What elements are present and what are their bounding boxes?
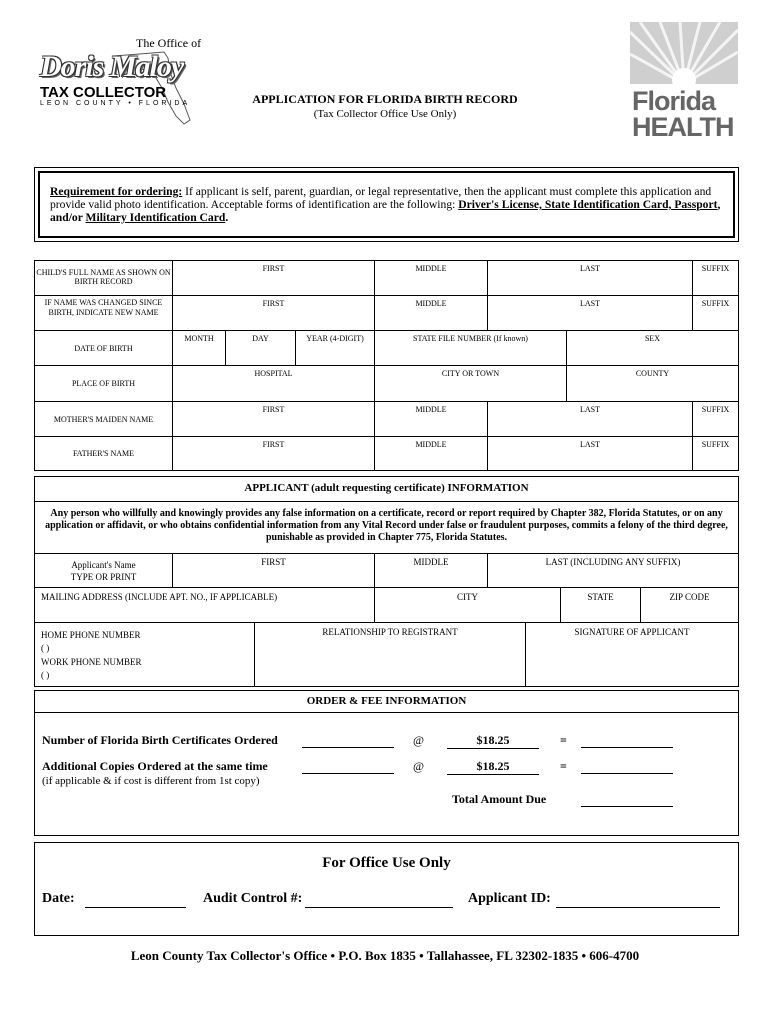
new-last-label: LAST bbox=[580, 299, 600, 308]
new-first-field[interactable] bbox=[173, 296, 375, 331]
applicant-id-field[interactable] bbox=[556, 907, 720, 908]
logo-health-text: HEALTH bbox=[632, 112, 734, 142]
child-middle-field[interactable] bbox=[375, 261, 488, 296]
new-middle-field[interactable] bbox=[375, 296, 488, 331]
new-suffix-field[interactable] bbox=[693, 296, 738, 331]
dob-month-label: MONTH bbox=[184, 334, 214, 343]
dob-day-field[interactable] bbox=[226, 331, 296, 366]
applicant-state-label: STATE bbox=[587, 592, 614, 602]
applicant-zip-label: ZIP CODE bbox=[669, 592, 710, 602]
relationship-field[interactable] bbox=[255, 623, 526, 686]
new-last-field[interactable] bbox=[488, 296, 693, 331]
id-types-2: Military Identification Card bbox=[85, 211, 226, 224]
certificates-ordered-label: Number of Florida Birth Certificates Ordered bbox=[42, 733, 278, 747]
mother-middle-field[interactable] bbox=[375, 402, 488, 437]
father-middle-field[interactable] bbox=[375, 437, 488, 470]
dob-year-field[interactable] bbox=[296, 331, 375, 366]
footer-address: Leon County Tax Collector's Office • P.O. Box 1835 • Tallahassee, FL 32302-1835 • 606-4700 bbox=[130, 948, 640, 963]
applicant-table bbox=[34, 476, 739, 687]
name-changed-label: IF NAME WAS CHANGED SINCE BIRTH, INDICATE NEW NAME bbox=[44, 298, 163, 317]
child-first-label: FIRST bbox=[262, 264, 285, 273]
child-suffix-label: SUFFIX bbox=[701, 264, 730, 273]
father-middle-label: MIDDLE bbox=[415, 440, 447, 449]
price-1: $18.25 bbox=[447, 733, 539, 749]
mother-last-label: LAST bbox=[580, 405, 600, 414]
applicant-city-label: CITY bbox=[457, 592, 478, 602]
requirement-box bbox=[34, 167, 739, 242]
county-label: COUNTY bbox=[635, 369, 670, 378]
dob-day-label: DAY bbox=[252, 334, 269, 343]
signature-label: SIGNATURE OF APPLICANT bbox=[574, 627, 690, 637]
dob-month-field[interactable] bbox=[173, 331, 226, 366]
id-separator: , and/or bbox=[50, 198, 721, 224]
additional-copies-note: (if applicable & if cost is different from 1st copy) bbox=[42, 775, 260, 787]
mother-first-field[interactable] bbox=[173, 402, 375, 437]
sunburst-icon bbox=[630, 22, 738, 92]
additional-qty-field[interactable] bbox=[302, 773, 394, 774]
requirement-label: Requirement for ordering: bbox=[50, 185, 183, 198]
mother-middle-label: MIDDLE bbox=[415, 405, 447, 414]
pob-label: PLACE OF BIRTH bbox=[71, 379, 136, 388]
applicant-state-field[interactable] bbox=[561, 588, 641, 623]
logo-name-text: Doris Maloy bbox=[40, 50, 184, 83]
sex-label: SEX bbox=[644, 334, 661, 343]
audit-control-field[interactable] bbox=[305, 907, 453, 908]
father-label-cell bbox=[35, 437, 173, 470]
state-file-label: STATE FILE NUMBER (If known) bbox=[413, 334, 528, 343]
child-name-label-cell bbox=[35, 261, 173, 296]
requirement-body: If applicant is self, parent, guardian, or legal representative, then the applicant must complete this application and provide valid photo identification. Acceptable forms of identification are the following: bbox=[50, 185, 712, 211]
child-last-label: LAST bbox=[580, 264, 600, 273]
new-suffix-label: SUFFIX bbox=[701, 299, 730, 308]
pob-label-cell bbox=[35, 366, 173, 402]
dob-year-label: YEAR (4-DIGIT) bbox=[306, 334, 364, 343]
logo-office-text: The Office of bbox=[136, 36, 202, 50]
total-amount-label: Total Amount Due bbox=[452, 792, 547, 806]
office-use-section bbox=[34, 842, 739, 936]
child-suffix-field[interactable] bbox=[693, 261, 738, 296]
child-last-field[interactable] bbox=[488, 261, 693, 296]
child-first-field[interactable] bbox=[173, 261, 375, 296]
registrant-table bbox=[34, 260, 739, 471]
mailing-address-field[interactable] bbox=[35, 588, 375, 623]
subtotal-2-field[interactable] bbox=[581, 773, 673, 774]
subtotal-1-field[interactable] bbox=[581, 747, 673, 748]
form-title: APPLICATION FOR FLORIDA BIRTH RECORD bbox=[252, 92, 518, 106]
applicant-id-label: Applicant ID: bbox=[468, 891, 551, 906]
father-last-field[interactable] bbox=[488, 437, 693, 470]
form-subtitle: (Tax Collector Office Use Only) bbox=[313, 108, 457, 120]
total-amount-field[interactable] bbox=[581, 806, 673, 807]
applicant-middle-label: MIDDLE bbox=[413, 557, 449, 567]
dob-label: DATE OF BIRTH bbox=[74, 344, 133, 353]
work-phone-label: WORK PHONE NUMBER bbox=[41, 657, 142, 667]
child-middle-label: MIDDLE bbox=[415, 264, 447, 273]
signature-field[interactable] bbox=[526, 623, 738, 686]
order-fee-header: ORDER & FEE INFORMATION bbox=[306, 695, 467, 707]
father-first-label: FIRST bbox=[262, 440, 285, 449]
home-phone-field[interactable]: ( ) bbox=[41, 643, 50, 653]
logo-title-text: TAX COLLECTOR bbox=[40, 84, 167, 101]
price-2: $18.25 bbox=[447, 759, 539, 775]
home-phone-label: HOME PHONE NUMBER bbox=[41, 630, 141, 640]
office-use-header: For Office Use Only bbox=[322, 855, 451, 871]
mother-label: MOTHER'S MAIDEN NAME bbox=[53, 415, 154, 424]
equals-1: = bbox=[560, 733, 567, 747]
false-info-warning: Any person who willfully and knowingly provides any false information on a certificate, record or report required by Chapter 382, Florida Statutes, or on any application or affidavit, or who obtains confidential information from any Vital Record under false or fraudulent purposes, commits a felony of the third degree, punishable as provided in Chapter 775, Florida Statutes. bbox=[45, 508, 728, 543]
hospital-label: HOSPITAL bbox=[254, 369, 293, 378]
county-field[interactable] bbox=[567, 366, 738, 402]
at-symbol-2: @ bbox=[413, 759, 425, 773]
mother-last-field[interactable] bbox=[488, 402, 693, 437]
applicant-city-field[interactable] bbox=[375, 588, 561, 623]
name-changed-label-cell bbox=[35, 296, 173, 331]
logo-county-text: LEON COUNTY • FLORIDA bbox=[40, 100, 191, 107]
certificates-qty-field[interactable] bbox=[302, 747, 394, 748]
father-first-field[interactable] bbox=[173, 437, 375, 470]
city-town-field[interactable] bbox=[375, 366, 567, 402]
id-end: . bbox=[225, 211, 229, 224]
father-suffix-label: SUFFIX bbox=[701, 440, 730, 449]
florida-health-logo bbox=[630, 22, 738, 146]
applicant-header: APPLICANT (adult requesting certificate) INFORMATION bbox=[244, 482, 529, 494]
logo-florida-text: Florida bbox=[632, 86, 716, 116]
applicant-name-label-cell bbox=[35, 554, 173, 588]
applicant-first-field[interactable] bbox=[173, 554, 375, 588]
applicant-last-field[interactable] bbox=[488, 554, 738, 588]
applicant-middle-field[interactable] bbox=[375, 554, 488, 588]
sex-field[interactable] bbox=[567, 331, 738, 366]
relationship-label: RELATIONSHIP TO REGISTRANT bbox=[322, 627, 458, 637]
mailing-address-label: MAILING ADDRESS (INCLUDE APT. NO., IF APPLICABLE) bbox=[41, 592, 278, 602]
applicant-zip-field[interactable] bbox=[641, 588, 738, 623]
type-or-print-label: TYPE OR PRINT bbox=[70, 572, 137, 582]
city-town-label: CITY OR TOWN bbox=[441, 369, 500, 378]
work-phone-field[interactable]: ( ) bbox=[41, 670, 50, 680]
equals-2: = bbox=[560, 759, 567, 773]
child-name-label: CHILD'S FULL NAME AS SHOWN ON BIRTH RECORD bbox=[36, 268, 171, 286]
mother-suffix-field[interactable] bbox=[693, 402, 738, 437]
father-label: FATHER'S NAME bbox=[72, 449, 135, 458]
mother-suffix-label: SUFFIX bbox=[701, 405, 730, 414]
father-suffix-field[interactable] bbox=[693, 437, 738, 470]
id-types-1: Driver's License, State Identification Card, Passport bbox=[458, 198, 718, 211]
applicant-name-label: Applicant's Name bbox=[71, 560, 136, 570]
date-field[interactable] bbox=[85, 907, 186, 908]
applicant-first-label: FIRST bbox=[261, 557, 286, 567]
father-last-label: LAST bbox=[580, 440, 600, 449]
date-label: Date: bbox=[42, 891, 75, 906]
additional-copies-label: Additional Copies Ordered at the same time bbox=[42, 759, 268, 773]
phone-numbers-cell bbox=[35, 623, 255, 686]
hospital-field[interactable] bbox=[173, 366, 375, 402]
mother-label-cell bbox=[35, 402, 173, 437]
dob-label-cell bbox=[35, 331, 173, 366]
order-fee-section bbox=[34, 690, 739, 836]
requirement-text bbox=[38, 171, 735, 238]
at-symbol-1: @ bbox=[413, 733, 425, 747]
new-middle-label: MIDDLE bbox=[415, 299, 447, 308]
mother-first-label: FIRST bbox=[262, 405, 285, 414]
audit-control-label: Audit Control #: bbox=[203, 891, 303, 906]
new-first-label: FIRST bbox=[262, 299, 285, 308]
state-file-field[interactable] bbox=[375, 331, 567, 366]
applicant-last-label: LAST (INCLUDING ANY SUFFIX) bbox=[545, 557, 681, 567]
